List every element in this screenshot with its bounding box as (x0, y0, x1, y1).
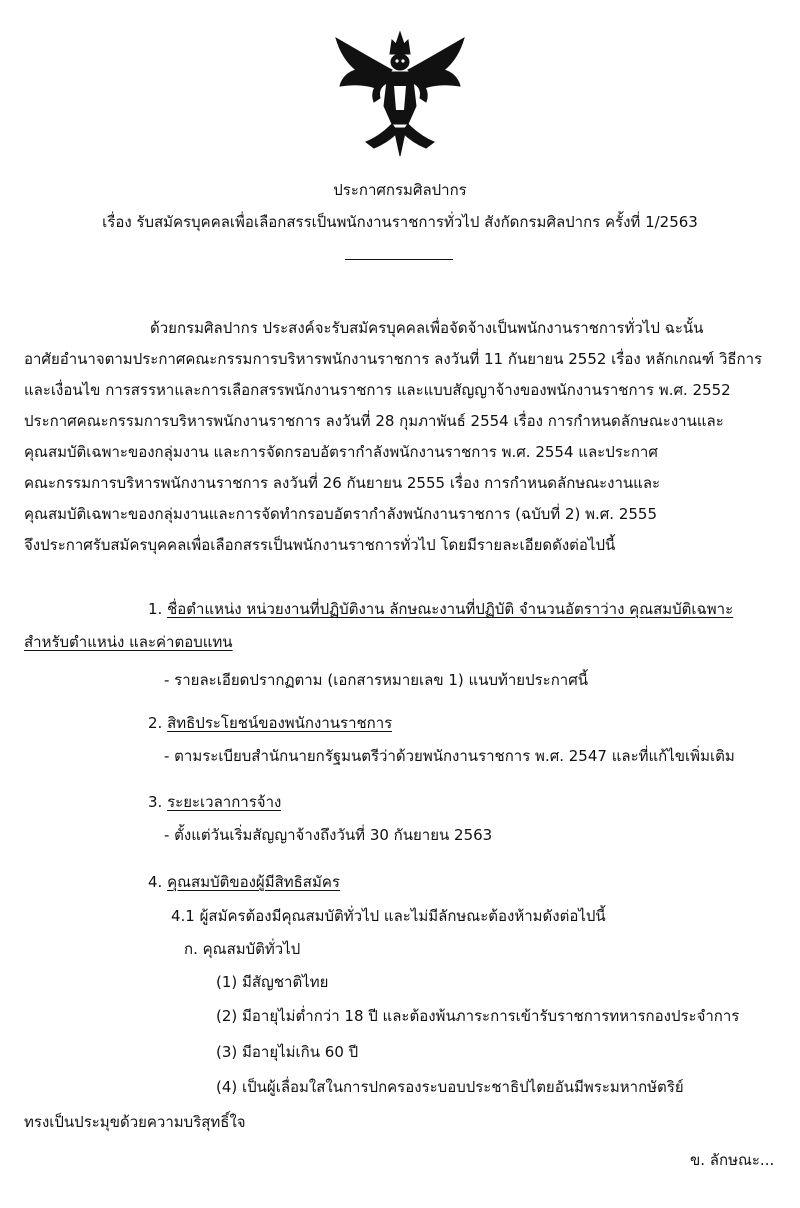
title-divider (345, 259, 453, 260)
intro-line: และเงื่อนไข การสรรหาและการเลือกสรรพนักงานราชการ และแบบสัญญาจ้างของพนักงานราชการ พ.ศ. 2552 (24, 381, 731, 399)
section-number: 2. (148, 714, 163, 732)
section-number: 3. (148, 793, 163, 811)
qualification-item: (1) มีสัญชาติไทย (216, 973, 329, 991)
section-number: 1. (148, 600, 163, 618)
intro-line: คุณสมบัติเฉพาะของกลุ่มงาน และการจัดกรอบอัตรากำลังพนักงานราชการ พ.ศ. 2554 และประกาศ (24, 443, 658, 461)
intro-line: จึงประกาศรับสมัครบุคคลเพื่อเลือกสรรเป็นพนักงานราชการทั่วไป โดยมีรายละเอียดดังต่อไปนี้ (24, 536, 616, 554)
section-2-heading (148, 711, 392, 735)
garuda-emblem-icon (330, 28, 470, 160)
next-page-ref: ข. ลักษณะ... (690, 1151, 775, 1169)
section-2-detail: - ตามระเบียบสำนักนายกรัฐมนตรีว่าด้วยพนักงานราชการ พ.ศ. 2547 และที่แก้ไขเพิ่มเติม (164, 747, 735, 765)
qualification-item: (2) มีอายุไม่ต่ำกว่า 18 ปี และต้องพ้นภาระการเข้ารับราชการทหารกองประจำการ (216, 1007, 740, 1025)
section-title: คุณสมบัติของผู้มีสิทธิสมัคร (167, 873, 340, 891)
document-subject: เรื่อง รับสมัครบุคคลเพื่อเลือกสรรเป็นพนักงานราชการทั่วไป สังกัดกรมศิลปากร ครั้งที่ 1/2563 (102, 213, 698, 231)
section-3-heading (148, 790, 281, 814)
intro-line: คณะกรรมการบริหารพนักงานราชการ ลงวันที่ 26 กันยายน 2555 เรื่อง การกำหนดลักษณะงานและ (24, 474, 661, 492)
intro-line: อาศัยอำนาจตามประกาศคณะกรรมการบริหารพนักงานราชการ ลงวันที่ 11 กันยายน 2552 เรื่อง หลักเกณฑ์ วิธีการ (24, 350, 763, 368)
section-1-heading (148, 597, 788, 621)
intro-paragraph (24, 313, 776, 561)
intro-line: ประกาศคณะกรรมการบริหารพนักงานราชการ ลงวันที่ 28 กุมภาพันธ์ 2554 เรื่อง การกำหนดลักษณะงานและ (24, 412, 724, 430)
qualification-item: (3) มีอายุไม่เกิน 60 ปี (216, 1043, 359, 1061)
intro-line: คุณสมบัติเฉพาะของกลุ่มงานและการจัดทำกรอบอัตรากำลังพนักงานราชการ (ฉบับที่ 2) พ.ศ. 2555 (24, 505, 657, 523)
qualification-item: (4) เป็นผู้เลื่อมใสในการปกครองระบอบประชาธิปไตยอันมีพระมหากษัตริย์ (216, 1078, 684, 1096)
section-4-1: 4.1 ผู้สมัครต้องมีคุณสมบัติทั่วไป และไม่มีลักษณะต้องห้ามดังต่อไปนี้ (171, 907, 606, 925)
section-4-1-a: ก. คุณสมบัติทั่วไป (184, 940, 301, 958)
section-title: ชื่อตำแหน่ง หน่วยงานที่ปฏิบัติงาน ลักษณะงานที่ปฏิบัติ จำนวนอัตราว่าง คุณสมบัติเฉพาะ (167, 600, 734, 618)
document-org: ประกาศกรมศิลปากร (333, 181, 467, 199)
section-4-heading (148, 870, 340, 894)
section-3-detail: - ตั้งแต่วันเริ่มสัญญาจ้างถึงวันที่ 30 กันยายน 2563 (164, 826, 493, 844)
section-1-heading-cont: สำหรับตำแหน่ง และค่าตอบแทน (24, 633, 233, 651)
qualification-item-cont: ทรงเป็นประมุขด้วยความบริสุทธิ์ใจ (24, 1113, 246, 1131)
intro-line: ด้วยกรมศิลปากร ประสงค์จะรับสมัครบุคคลเพื่อจัดจ้างเป็นพนักงานราชการทั่วไป ฉะนั้น (150, 319, 704, 337)
section-1-detail: - รายละเอียดปรากฏตาม (เอกสารหมายเลข 1) แนบท้ายประกาศนี้ (164, 671, 588, 689)
section-title: ระยะเวลาการจ้าง (167, 793, 282, 811)
section-title: สิทธิประโยชน์ของพนักงานราชการ (167, 714, 393, 732)
section-number: 4. (148, 873, 163, 891)
